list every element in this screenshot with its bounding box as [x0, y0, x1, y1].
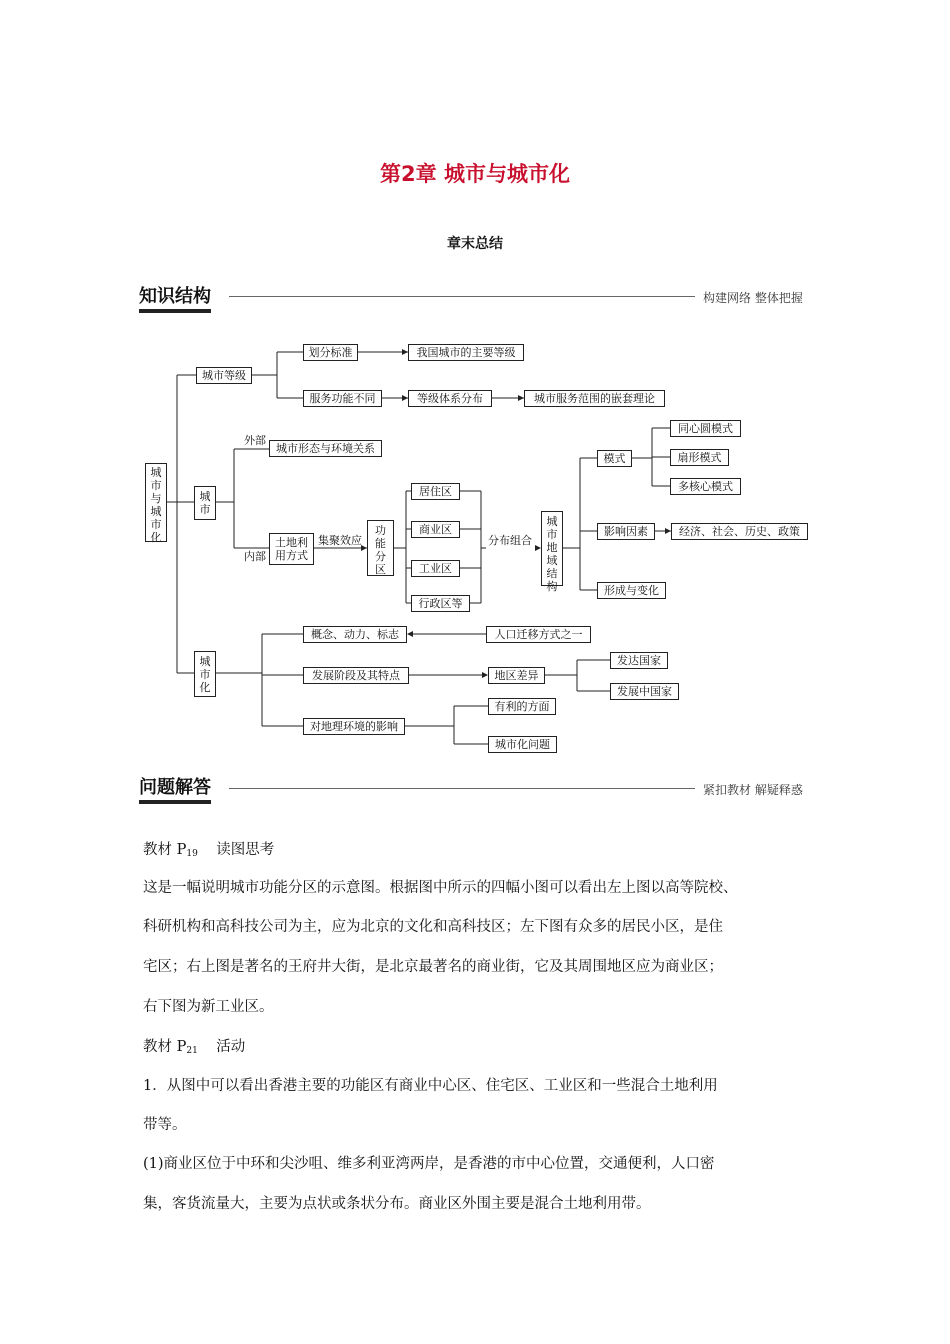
node-env-impact: 对地理环境的影响 — [303, 718, 405, 735]
node-division-standard: 划分标准 — [303, 344, 358, 361]
node-urbanization: 城市化 — [194, 651, 216, 697]
node-regional-structure: 城市地域结构 — [541, 511, 563, 586]
node-sector: 扇形模式 — [670, 449, 729, 466]
node-nesting-theory: 城市服务范围的嵌套理论 — [524, 390, 665, 407]
answer-line: (1)商业区位于中环和尖沙咀、维多利亚湾两岸，是香港的市中心位置，交通便利，人口密 — [143, 1156, 715, 1172]
answer-line: 右下图为新工业区。 — [143, 999, 274, 1015]
node-formation-change: 形成与变化 — [597, 582, 666, 599]
node-root: 城市与城市化 — [145, 463, 167, 542]
section-subtitle: 章末总结 — [447, 236, 503, 252]
textbook-ref-p19 — [143, 840, 823, 864]
node-multi-nuclei: 多核心模式 — [670, 478, 741, 495]
node-models: 模式 — [597, 450, 632, 467]
node-administrative: 行政区等 — [411, 595, 470, 612]
knowledge-structure-tagline: 构建网络 整体把握 — [703, 291, 803, 305]
node-city: 城市 — [194, 486, 216, 520]
textbook-page-number: 21 — [186, 1046, 198, 1056]
node-main-levels: 我国城市的主要等级 — [408, 344, 524, 361]
node-land-use: 土地利用方式 — [269, 533, 314, 565]
label-distribution-combination: 分布组合 — [488, 534, 532, 547]
qa-heading: 问题解答 — [139, 777, 211, 804]
node-concentric: 同心圆模式 — [670, 420, 741, 437]
knowledge-structure-heading: 知识结构 — [139, 286, 211, 313]
label-internal: 内部 — [244, 550, 266, 563]
node-service-functions: 服务功能不同 — [303, 390, 382, 407]
answer-line: 科研机构和高科技公司为主，应为北京的文化和高科技区；左下图有众多的居民小区，是住 — [143, 919, 723, 935]
textbook-ref-prefix: 教材 P — [143, 1039, 187, 1055]
textbook-ref-topic: 活动 — [216, 1039, 246, 1055]
label-agglomeration: 集聚效应 — [318, 534, 362, 547]
answer-line: 带等。 — [143, 1117, 187, 1133]
qa-tagline: 紧扣教材 解疑释惑 — [703, 783, 803, 797]
node-developing: 发展中国家 — [610, 683, 679, 700]
node-factor-list: 经济、社会、历史、政策 — [671, 523, 808, 540]
textbook-ref-p21 — [143, 1037, 823, 1061]
node-factors: 影响因素 — [597, 523, 655, 540]
node-migration: 人口迁移方式之一 — [486, 626, 591, 643]
node-stages: 发展阶段及其特点 — [303, 667, 409, 684]
answer-line: 集，客货流量大，主要为点状或条状分布。商业区外围主要是混合土地利用带。 — [143, 1196, 651, 1212]
node-regional-difference: 地区差异 — [488, 667, 545, 684]
node-form-environment: 城市形态与环境关系 — [269, 440, 382, 457]
node-problems: 城市化问题 — [488, 736, 557, 753]
node-developed: 发达国家 — [610, 652, 668, 669]
node-hierarchy-distribution: 等级体系分布 — [408, 390, 492, 407]
answer-line: 这是一幅说明城市功能分区的示意图。根据图中所示的四幅小图可以看出左上图以高等院校、 — [143, 880, 738, 896]
textbook-page-number: 19 — [186, 849, 198, 859]
chapter-title: 第2章 城市与城市化 — [380, 162, 570, 186]
textbook-ref-prefix: 教材 P — [143, 842, 187, 858]
section-divider — [229, 788, 695, 789]
label-external: 外部 — [244, 434, 266, 447]
answer-line: 宅区；右上图是著名的王府井大街，是北京最著名的商业街，它及其周围地区应为商业区； — [143, 959, 723, 975]
node-concept: 概念、动力、标志 — [303, 626, 407, 643]
node-favorable: 有利的方面 — [488, 698, 556, 715]
node-commercial: 商业区 — [411, 521, 460, 538]
node-functional-zones: 功能分区 — [367, 520, 394, 576]
answer-line: 1．从图中可以看出香港主要的功能区有商业中心区、住宅区、工业区和一些混合土地利用 — [143, 1078, 718, 1094]
node-residential: 居住区 — [411, 483, 460, 500]
node-industrial: 工业区 — [411, 560, 460, 577]
textbook-ref-topic: 读图思考 — [216, 842, 275, 858]
node-city-level: 城市等级 — [196, 367, 252, 384]
